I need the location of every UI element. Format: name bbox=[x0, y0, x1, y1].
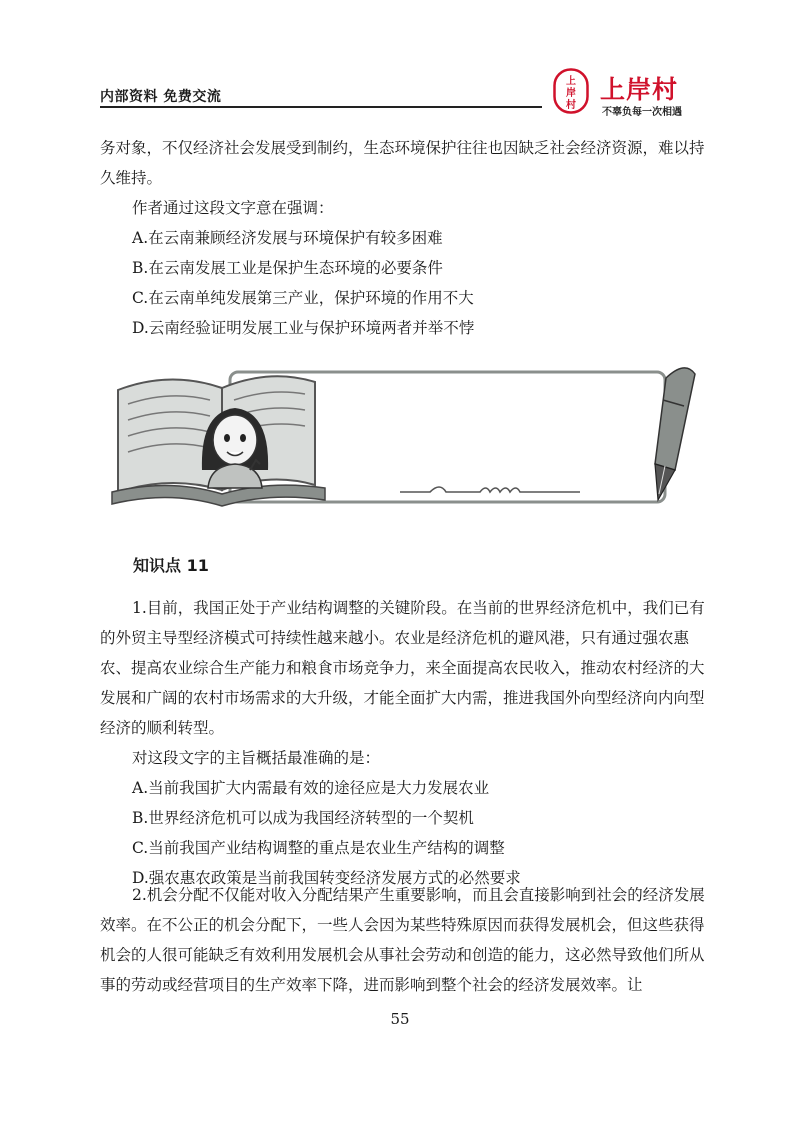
section-title: 知识点 11 bbox=[133, 556, 209, 575]
option-c: C.在云南单纯发展第三产业，保护环境的作用不大 bbox=[132, 289, 474, 307]
passage-continuation: 务对象，不仅经济社会发展受到制约，生态环境保护往往也因缺乏社会经济资源，难以持久维持。 bbox=[100, 139, 705, 187]
question-1-option-d: D.强农惠农政策是当前我国转变经济发展方式的必然要求 bbox=[132, 869, 521, 887]
option-b: B.在云南发展工业是保护生态环境的必要条件 bbox=[132, 259, 443, 277]
option-d: D.云南经验证明发展工业与保护环境两者并举不悖 bbox=[132, 319, 475, 337]
decorative-banner bbox=[110, 360, 705, 515]
svg-text:岸: 岸 bbox=[566, 88, 576, 99]
header-rule bbox=[100, 106, 542, 108]
question-2-block bbox=[100, 880, 710, 1000]
question-stem: 作者通过这段文字意在强调： bbox=[132, 199, 334, 217]
question-1-option-b: B.世界经济危机可以成为我国经济转型的一个契机 bbox=[132, 809, 474, 827]
brand-title: 上岸村 bbox=[600, 75, 679, 104]
svg-text:村: 村 bbox=[566, 100, 576, 111]
header-label: 内部资料 免费交流 bbox=[100, 89, 222, 105]
question-2-passage: 2.机会分配不仅能对收入分配结果产生重要影响，而且会直接影响到社会的经济发展效率。在不公正的机会分配下，一些人会因为某些特殊原因而获得发展机会，但这些获得机会的人很可能缺乏有效利用发展机会从事社会劳动和创造的能力，这必然导致他们所从事的劳动或经营项目的生产效率下降，进而影响到整个社会的经济发展效率。让 bbox=[100, 886, 705, 994]
question-1-block bbox=[100, 593, 710, 893]
svg-text:上: 上 bbox=[566, 76, 576, 87]
page-number: 55 bbox=[390, 1010, 410, 1028]
question-1-stem: 对这段文字的主旨概括最准确的是： bbox=[132, 749, 381, 767]
option-a: A.在云南兼顾经济发展与环境保护有较多困难 bbox=[132, 229, 443, 247]
question-1-option-a: A.当前我国扩大内需最有效的途径应是大力发展农业 bbox=[132, 779, 490, 797]
question-1-option-c: C.当前我国产业结构调整的重点是农业生产结构的调整 bbox=[132, 839, 505, 857]
seal-logo-icon bbox=[553, 68, 589, 114]
question-1-passage: 1.目前，我国正处于产业结构调整的关键阶段。在当前的世界经济危机中，我们已有的外贸主导型经济模式可持续性越来越小。农业是经济危机的避风港，只有通过强农惠农、提高农业综合生产能力和粮食市场竞争力，来全面提高农民收入，推动农村经济的大发展和广阔的农村市场需求的大升级，才能全面扩大内需，推进我国外向型经济向内向型经济的顺利转型。 bbox=[100, 599, 705, 737]
top-question-block bbox=[100, 133, 710, 343]
brand-slogan: 不辜负每一次相遇 bbox=[602, 107, 682, 118]
